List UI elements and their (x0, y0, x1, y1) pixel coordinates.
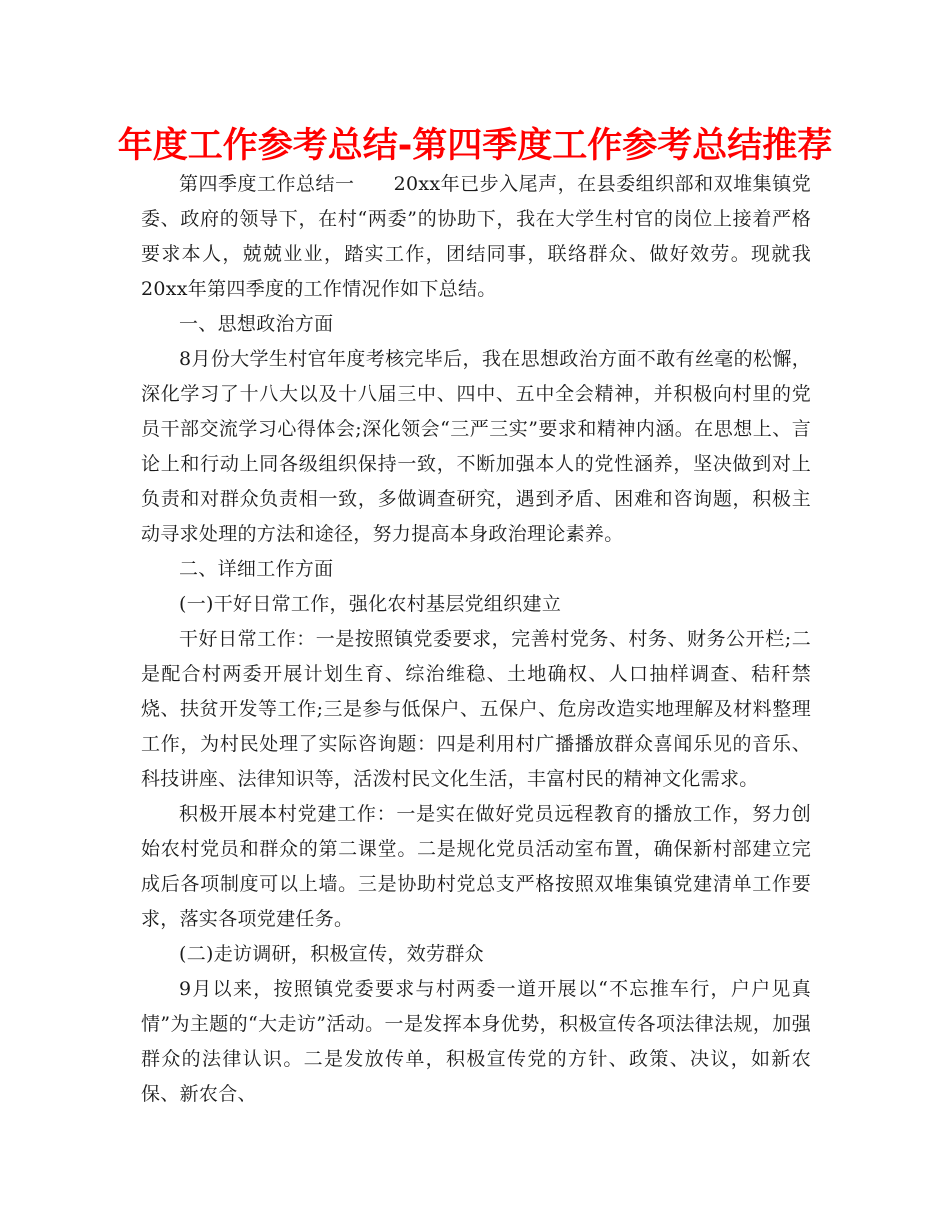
document-body (141, 167, 811, 1112)
paragraph-party-building: 积极开展本村党建工作：一是实在做好党员远程教育的播放工作，努力创始农村党员和群众的第二课堂。二是规化党员活动室布置，确保新村部建立完成后各项制度可以上墙。三是协助村党总支严格按照双堆集镇党建清单工作要求，落实各项党建任务。 (141, 803, 811, 930)
paragraph-daily-work: 干好日常工作：一是按照镇党委要求，完善村党务、村务、财务公开栏;二是配合村两委开展计划生育、综治维稳、土地确权、人口抽样调查、秸秆禁烧、扶贫开发等工作;三是参与低保户、五保户、危房改造实地理解及材料整理工作，为村民处理了实际咨询题：四是利用村广播播放群众喜闻乐见的音乐、科技讲座、法律知识等，活泼村民文化生活，丰富村民的精神文化需求。 (141, 628, 811, 790)
subheading-visits: (二)走访调研，积极宣传，效劳群众 (179, 943, 484, 965)
document-title: 年度工作参考总结-第四季度工作参考总结推荐 (117, 126, 833, 166)
heading-specific-work: 二、详细工作方面 (179, 558, 334, 580)
paragraph-visits: 9月以来，按照镇党委要求与村两委一道开展以“不忘推车行，户户见真情”为主题的“大走访”活动。一是发挥本身优势，积极宣传各项法律法规，加强群众的法律认识。二是发放传单，积极宣传党的方针、政策、决议，如新农保、新农合、 (141, 978, 811, 1105)
paragraph-ideology: 8月份大学生村官年度考核完毕后，我在思想政治方面不敢有丝毫的松懈，深化学习了十八大以及十八届三中、四中、五中全会精神，并积极向村里的党员干部交流学习心得体会;深化领会“三严三实”要求和精神内涵。在思想上、言论上和行动上同各级组织保持一致，不断加强本人的党性涵养，坚决做到对上负责和对群众负责相一致，多做调查研究，遇到矛盾、困难和咨询题，积极主动寻求处理的方法和途径，努力提高本身政治理论素养。 (141, 348, 811, 545)
heading-ideology: 一、思想政治方面 (179, 313, 334, 335)
subheading-daily-work: (一)干好日常工作，强化农村基层党组织建立 (179, 593, 562, 615)
paragraph-intro: 第四季度工作总结一 20xx年已步入尾声，在县委组织部和双堆集镇党委、政府的领导下，在村“两委”的协助下，我在大学生村官的岗位上接着严格要求本人，兢兢业业，踏实工作，团结同事，联络群众、做好效劳。现就我20xx年第四季度的工作情况作如下总结。 (141, 173, 811, 300)
